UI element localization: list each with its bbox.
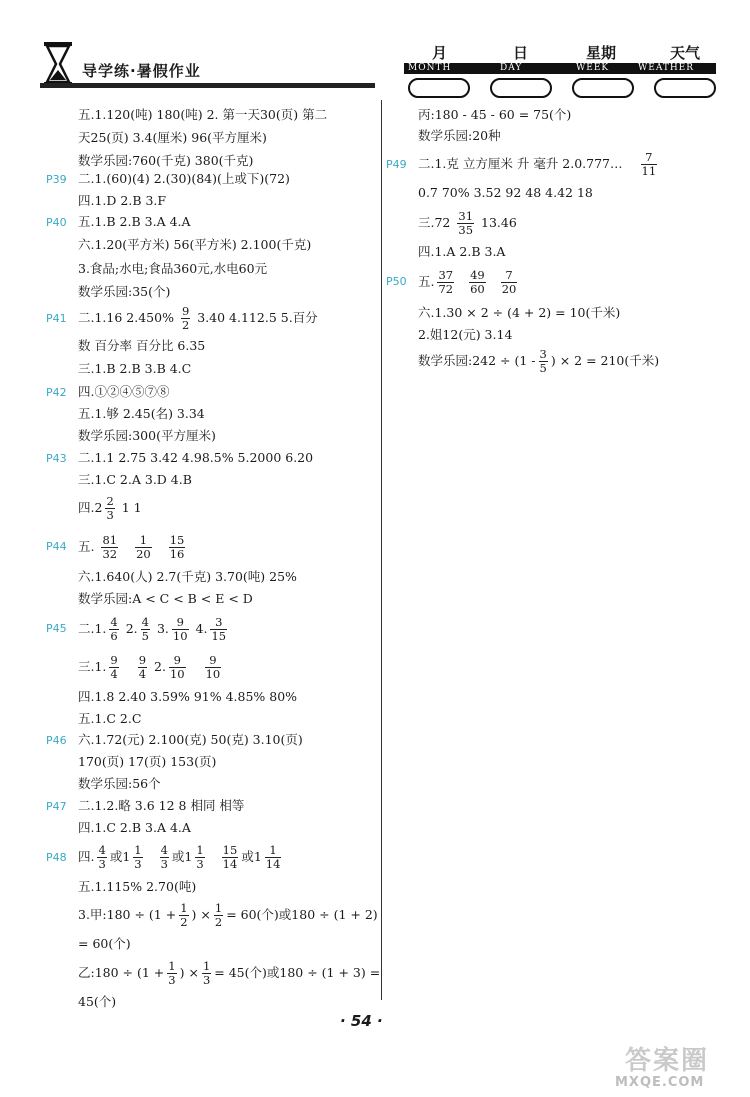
answer-text: = 60(个)或180 ÷ (1 + 2) bbox=[226, 907, 378, 922]
answer-line: 数学乐园:760(千克) 380(千克) bbox=[78, 153, 254, 168]
answer-text: 二.1. bbox=[78, 621, 107, 636]
day-label: 日 bbox=[513, 44, 529, 62]
answer-text: 乙:180 ÷ (1 + bbox=[78, 965, 165, 980]
page-marker-p39: P39 bbox=[46, 173, 67, 186]
page-marker-p50: P50 bbox=[386, 275, 407, 288]
page-marker-p43: P43 bbox=[46, 452, 67, 465]
answer-text: 数学乐园:242 ÷ (1 - bbox=[418, 353, 536, 368]
brand-title: 导学练·暑假作业 bbox=[82, 62, 201, 80]
answer-text: 2. bbox=[125, 621, 138, 636]
answer-text: 五. bbox=[418, 274, 435, 289]
answer-line: 六.1.20(平方米) 56(平方米) 2.100(千克) bbox=[78, 237, 312, 252]
answer-text: 四.2 bbox=[78, 500, 103, 515]
answer-text: 二.1.克 立方厘米 升 毫升 2.0.777… bbox=[418, 156, 623, 171]
watermark-url: MXQE.COM bbox=[615, 1075, 705, 1090]
answer-line: 二.1.2.略 3.6 12 8 相同 相等 bbox=[78, 798, 245, 813]
fraction: $\frac{4}{5}$ bbox=[141, 615, 149, 643]
answer-text: ) × bbox=[179, 965, 199, 980]
page-marker-p47: P47 bbox=[46, 800, 67, 813]
page-marker-p49: P49 bbox=[386, 158, 407, 171]
answer-line: 数学乐园:300(平方厘米) bbox=[78, 428, 216, 443]
answer-line bbox=[78, 956, 380, 990]
answer-text: ) × 2 = 210(千米) bbox=[550, 353, 660, 368]
page-marker-p44: P44 bbox=[46, 540, 67, 553]
fraction: $\frac{9}{10}$ bbox=[205, 653, 221, 681]
fraction: $\frac{3}{15}$ bbox=[211, 615, 227, 643]
fraction: $\frac{3}{5}$ bbox=[539, 347, 547, 375]
answer-line: 五.1.115% 2.70(吨) bbox=[78, 879, 197, 894]
answer-text: 1 1 bbox=[121, 500, 142, 515]
answer-text: 三.1. bbox=[78, 659, 107, 674]
answer-line: 五.1.够 2.45(名) 3.34 bbox=[78, 406, 205, 421]
fraction: $\frac{1}{14}$ bbox=[265, 843, 281, 871]
answer-line: 五.1.C 2.C bbox=[78, 711, 142, 726]
hourglass-icon bbox=[38, 40, 78, 88]
fraction: $\frac{1}{3}$ bbox=[196, 843, 204, 871]
answer-line bbox=[78, 530, 188, 564]
answer-line bbox=[418, 206, 517, 240]
answer-text: 3.甲:180 ÷ (1 + bbox=[78, 907, 177, 922]
page-number: · 54 · bbox=[340, 1012, 383, 1030]
answer-line: 丙:180 - 45 - 60 = 75(个) bbox=[418, 107, 572, 122]
answer-text: 或1 bbox=[109, 849, 131, 864]
fraction: $\frac{1}{3}$ bbox=[202, 959, 211, 987]
page-marker-p40: P40 bbox=[46, 216, 67, 229]
weather-label-en: WEATHER bbox=[638, 63, 695, 73]
column-divider bbox=[381, 100, 382, 1000]
answer-line: 五.1.120(吨) 180(吨) 2. 第一天30(页) 第二 bbox=[78, 107, 328, 122]
fraction: $\frac{1}{3}$ bbox=[168, 959, 176, 987]
week-label: 星期 bbox=[586, 44, 617, 62]
answer-line bbox=[418, 147, 660, 181]
month-field[interactable] bbox=[408, 78, 470, 98]
answer-line: 二.1.(60)(4) 2.(30)(84)(上或下)(72) bbox=[78, 171, 290, 186]
fraction: $\frac{1}{3}$ bbox=[134, 843, 142, 871]
answer-line: 数学乐园:A < C < B < E < D bbox=[78, 591, 253, 606]
page-marker-p42: P42 bbox=[46, 386, 67, 399]
answer-line: = 60(个) bbox=[78, 936, 131, 951]
answer-line: 六.1.640(人) 2.7(千克) 3.70(吨) 25% bbox=[78, 569, 297, 584]
week-label-en: WEEK bbox=[576, 63, 610, 73]
answer-line: 0.7 70% 3.52 92 48 4.42 18 bbox=[418, 185, 593, 200]
answer-line: 四.1.D 2.B 3.F bbox=[78, 193, 167, 208]
page-marker-p46: P46 bbox=[46, 734, 67, 747]
answer-text: 或1 bbox=[241, 849, 262, 864]
watermark-text: 答案圈 bbox=[625, 1046, 710, 1076]
page-marker-p48: P48 bbox=[46, 851, 67, 864]
date-labels bbox=[400, 42, 720, 62]
fraction: $\frac{9}{4}$ bbox=[138, 653, 147, 681]
date-bar bbox=[404, 63, 716, 74]
answer-line: 数 百分率 百分比 6.35 bbox=[78, 338, 206, 353]
fraction: $\frac{1}{20}$ bbox=[136, 533, 151, 561]
fraction: $\frac{9}{2}$ bbox=[181, 304, 190, 332]
answer-text: = 45(个)或180 ÷ (1 + 3) = bbox=[214, 965, 381, 980]
answer-line bbox=[78, 650, 224, 684]
weather-label: 天气 bbox=[670, 44, 701, 62]
answer-text: ) × bbox=[191, 907, 211, 922]
answer-line: 四.1.C 2.B 3.A 4.A bbox=[78, 820, 191, 835]
header-rule bbox=[40, 83, 375, 88]
month-label-en: MONTH bbox=[408, 63, 452, 73]
answer-line bbox=[78, 840, 284, 874]
fraction: $\frac{4}{3}$ bbox=[160, 843, 168, 871]
page-header bbox=[0, 0, 750, 110]
fraction: $\frac{7}{11}$ bbox=[641, 150, 657, 178]
answer-line: 170(页) 17(页) 153(页) bbox=[78, 754, 217, 769]
fraction: $\frac{1}{2}$ bbox=[180, 901, 188, 929]
fraction: $\frac{81}{32}$ bbox=[102, 533, 118, 561]
page-marker-p45: P45 bbox=[46, 622, 67, 635]
fraction: $\frac{9}{10}$ bbox=[172, 615, 188, 643]
answer-text: 四. bbox=[78, 849, 95, 864]
answer-line: 四.①②④⑤⑦⑧ bbox=[78, 384, 170, 399]
answer-text: 五. bbox=[78, 539, 95, 554]
answer-line bbox=[78, 898, 378, 932]
answer-text: 3. bbox=[156, 621, 169, 636]
answer-line: 数学乐园:20种 bbox=[418, 128, 501, 143]
fraction: $\frac{2}{3}$ bbox=[106, 494, 114, 522]
answer-line: 数学乐园:35(个) bbox=[78, 284, 171, 299]
answer-line bbox=[78, 301, 318, 335]
fraction: $\frac{1}{2}$ bbox=[214, 901, 223, 929]
answer-text: 4. bbox=[195, 621, 208, 636]
fraction: $\frac{9}{10}$ bbox=[169, 653, 185, 681]
fraction: $\frac{7}{20}$ bbox=[501, 268, 517, 296]
answer-line: 二.1.1 2.75 3.42 4.98.5% 5.2000 6.20 bbox=[78, 450, 314, 465]
answer-line: 2.姐12(元) 3.14 bbox=[418, 327, 513, 342]
fraction: $\frac{9}{4}$ bbox=[110, 653, 118, 681]
day-field[interactable] bbox=[490, 78, 552, 98]
answer-line: 三.1.C 2.A 3.D 4.B bbox=[78, 472, 192, 487]
answer-text: 13.46 bbox=[481, 215, 517, 230]
answer-line: 三.1.B 2.B 3.B 4.C bbox=[78, 361, 192, 376]
answer-line: 六.1.72(元) 2.100(克) 50(克) 3.10(页) bbox=[78, 732, 303, 747]
fraction: $\frac{4}{6}$ bbox=[110, 615, 118, 643]
fraction: $\frac{15}{16}$ bbox=[169, 533, 185, 561]
answer-line bbox=[418, 344, 659, 378]
answer-text: 或1 bbox=[171, 849, 193, 864]
answer-text: 2. bbox=[154, 659, 166, 674]
page-marker-p41: P41 bbox=[46, 312, 67, 325]
fraction: $\frac{37}{72}$ bbox=[438, 268, 454, 296]
answer-text: 二.1.16 2.450% bbox=[78, 310, 174, 325]
answer-line bbox=[78, 612, 230, 646]
answer-line: 天25(页) 3.4(厘米) 96(平方厘米) bbox=[78, 130, 267, 145]
answer-line bbox=[78, 492, 142, 524]
answer-line: 3.食品;水电;食品360元,水电60元 bbox=[78, 261, 268, 276]
fraction: $\frac{4}{3}$ bbox=[98, 843, 106, 871]
answer-line: 六.1.30 × 2 ÷ (4 + 2) = 10(千米) bbox=[418, 305, 621, 320]
answer-line: 45(个) bbox=[78, 994, 117, 1009]
week-field[interactable] bbox=[572, 78, 634, 98]
fraction: $\frac{31}{35}$ bbox=[458, 209, 474, 237]
weather-field[interactable] bbox=[654, 78, 716, 98]
answer-line: 数学乐园:56个 bbox=[78, 776, 161, 791]
answer-text: 三.72 bbox=[418, 215, 451, 230]
answer-text: 3.40 4.112.5 5.百分 bbox=[197, 310, 318, 325]
answer-line: 四.1.A 2.B 3.A bbox=[418, 244, 506, 259]
month-label: 月 bbox=[432, 44, 448, 62]
fraction: $\frac{15}{14}$ bbox=[222, 843, 238, 871]
answer-line bbox=[418, 265, 520, 299]
watermark-logo bbox=[615, 1040, 745, 1095]
fraction: $\frac{49}{60}$ bbox=[470, 268, 485, 296]
answer-line: 五.1.B 2.B 3.A 4.A bbox=[78, 214, 191, 229]
answer-line: 四.1.8 2.40 3.59% 91% 4.85% 80% bbox=[78, 689, 298, 704]
day-label-en: DAY bbox=[500, 63, 523, 73]
